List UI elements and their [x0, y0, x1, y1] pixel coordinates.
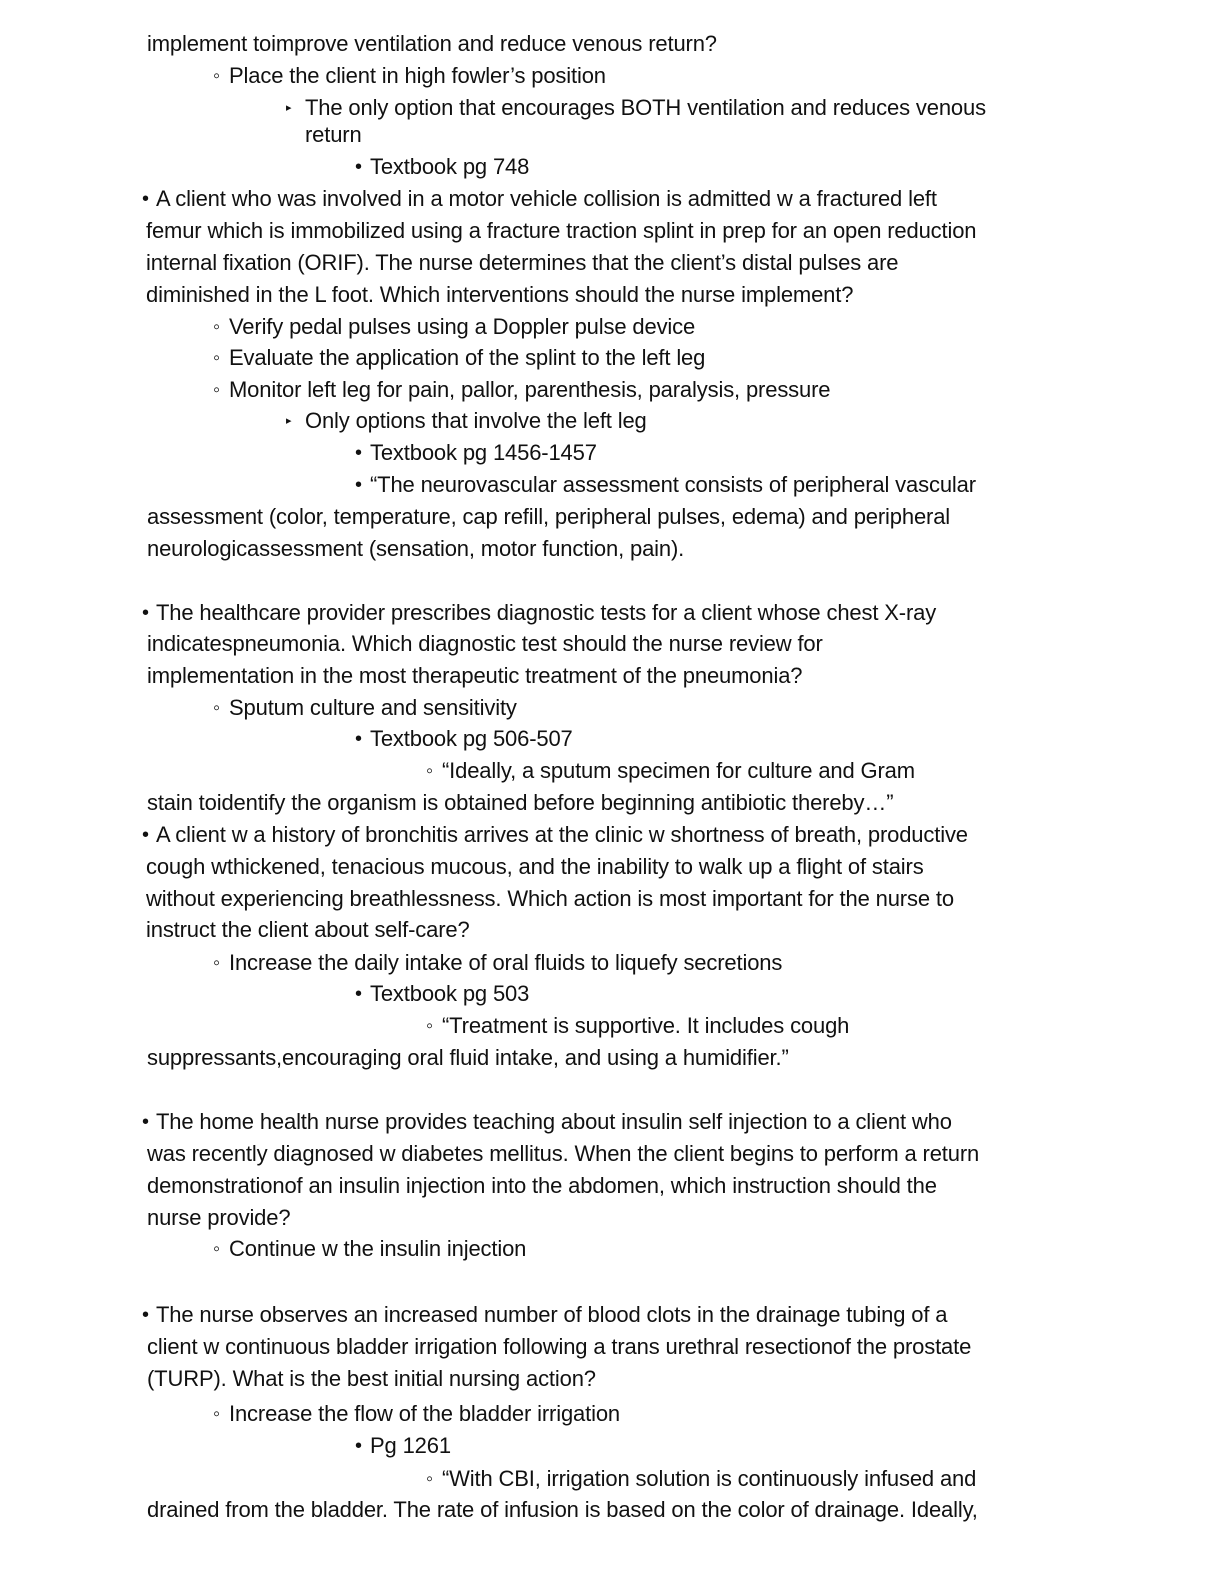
question-line: was recently diagnosed w diabetes mellitus. When the client begins to perform a return — [147, 1141, 980, 1166]
bullet-icon: • — [142, 602, 150, 624]
bullet-icon: • — [355, 983, 363, 1005]
question-line: instruct the client about self-care? — [146, 917, 470, 942]
triangle-bullet-icon: ▸ — [286, 102, 292, 114]
quote-line: “Ideally, a sputum specimen for culture and Gram — [442, 758, 915, 783]
hollow-bullet-icon: ◦ — [213, 65, 221, 87]
quote-line: “The neurovascular assessment consists of peripheral vascular — [370, 472, 976, 497]
answer-line: Increase the daily intake of oral fluids to liquefy secretions — [229, 950, 783, 975]
answer-line: Evaluate the application of the splint to the left leg — [229, 345, 706, 370]
question-line: without experiencing breathlessness. Which action is most important for the nurse to — [146, 886, 954, 911]
hollow-bullet-icon: ◦ — [213, 952, 221, 974]
bullet-icon: • — [355, 156, 363, 178]
question-line: client w continuous bladder irrigation following a trans urethral resectionof the prostate — [147, 1334, 972, 1359]
hollow-bullet-icon: ◦ — [213, 1403, 221, 1425]
question-line: cough wthickened, tenacious mucous, and the inability to walk up a flight of stairs — [146, 854, 924, 879]
bullet-icon: • — [355, 474, 363, 496]
reference-line: Textbook pg 1456-1457 — [370, 440, 597, 465]
hollow-bullet-icon: ◦ — [426, 1015, 434, 1037]
question-line: A client who was involved in a motor vehicle collision is admitted w a fractured left — [156, 186, 937, 211]
question-line: The nurse observes an increased number of blood clots in the drainage tubing of a — [156, 1302, 948, 1327]
hollow-bullet-icon: ◦ — [426, 760, 434, 782]
hollow-bullet-icon: ◦ — [213, 316, 221, 338]
question-line: (TURP). What is the best initial nursing action? — [147, 1366, 596, 1391]
question-line: femur which is immobilized using a fracture traction splint in prep for an open reduction — [146, 218, 977, 243]
answer-line: Continue w the insulin injection — [229, 1236, 527, 1261]
quote-line: neurologicassessment (sensation, motor function, pain). — [147, 536, 685, 561]
hollow-bullet-icon: ◦ — [213, 347, 221, 369]
bullet-icon: • — [142, 1304, 150, 1326]
quote-line: suppressants,encouraging oral fluid intake, and using a humidifier.” — [147, 1045, 789, 1070]
question-line: internal fixation (ORIF). The nurse determines that the client’s distal pulses are — [146, 250, 899, 275]
hollow-bullet-icon: ◦ — [426, 1468, 434, 1490]
question-line: implementation in the most therapeutic treatment of the pneumonia? — [147, 663, 803, 688]
rationale-line: Only options that involve the left leg — [305, 408, 647, 433]
question-line: The healthcare provider prescribes diagnostic tests for a client whose chest X-ray — [156, 600, 937, 625]
question-line: diminished in the L foot. Which interventions should the nurse implement? — [146, 282, 854, 307]
reference-line: Textbook pg 748 — [370, 154, 530, 179]
reference-line: Textbook pg 506-507 — [370, 726, 573, 751]
question-line: nurse provide? — [147, 1205, 291, 1230]
bullet-icon: • — [355, 728, 363, 750]
triangle-bullet-icon: ▸ — [286, 415, 292, 427]
reference-line: Textbook pg 503 — [370, 981, 530, 1006]
answer-line: Place the client in high fowler’s position — [229, 63, 606, 88]
hollow-bullet-icon: ◦ — [213, 379, 221, 401]
hollow-bullet-icon: ◦ — [213, 697, 221, 719]
bullet-icon: • — [355, 442, 363, 464]
quote-line: “Treatment is supportive. It includes cough — [442, 1013, 850, 1038]
question-line: demonstrationof an insulin injection into the abdomen, which instruction should the — [147, 1173, 937, 1198]
question-line: The home health nurse provides teaching about insulin self injection to a client who — [156, 1109, 952, 1134]
question-line: A client w a history of bronchitis arrives at the clinic w shortness of breath, productive — [156, 822, 968, 847]
reference-line: Pg 1261 — [370, 1433, 451, 1458]
quote-line: assessment (color, temperature, cap refill, peripheral pulses, edema) and peripheral — [147, 504, 951, 529]
rationale-line: The only option that encourages BOTH ventilation and reduces venous — [305, 95, 986, 120]
quote-line: stain toidentify the organism is obtained before beginning antibiotic thereby…” — [147, 790, 894, 815]
rationale-line: return — [305, 122, 362, 147]
bullet-icon: • — [142, 1111, 150, 1133]
quote-line: drained from the bladder. The rate of infusion is based on the color of drainage. Ideally, — [147, 1497, 978, 1522]
answer-line: Verify pedal pulses using a Doppler pulse device — [229, 314, 696, 339]
hollow-bullet-icon: ◦ — [213, 1238, 221, 1260]
bullet-icon: • — [142, 188, 150, 210]
bullet-icon: • — [142, 824, 150, 846]
quote-line: “With CBI, irrigation solution is continuously infused and — [442, 1466, 977, 1491]
answer-line: Sputum culture and sensitivity — [229, 695, 517, 720]
answer-line: Increase the flow of the bladder irrigation — [229, 1401, 621, 1426]
question-line: indicatespneumonia. Which diagnostic test should the nurse review for — [147, 631, 823, 656]
answer-line: Monitor left leg for pain, pallor, parenthesis, paralysis, pressure — [229, 377, 831, 402]
bullet-icon: • — [355, 1435, 363, 1457]
text-line: implement toimprove ventilation and reduce venous return? — [147, 31, 717, 56]
